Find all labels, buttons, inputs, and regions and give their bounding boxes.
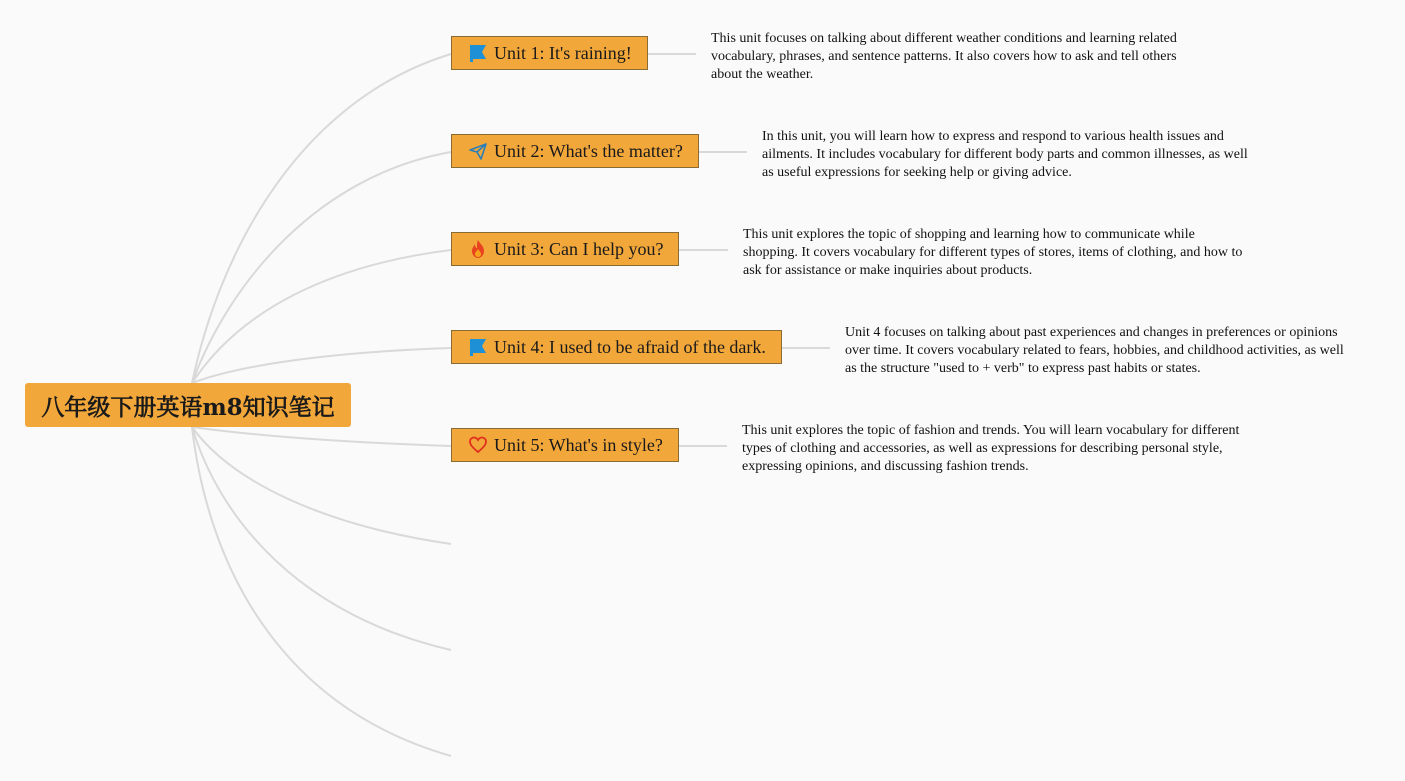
heart-icon: [468, 435, 488, 455]
branch-unit-5: [192, 427, 451, 446]
note-unit-4: Unit 4 focuses on talking about past experiences and changes in preferences or opinions over time. It covers vocabulary related to fears, hobbies, and childhood activities, as well as the structure "used to + verb" to express past habits or states.: [845, 325, 1344, 376]
note-unit-3: This unit explores the topic of shopping and learning how to communicate while shopping. It covers vocabulary for different types of stores, items of clothing, and how to ask for assistance or make inquiries about products.: [743, 227, 1243, 278]
note-unit-5: This unit explores the topic of fashion and trends. You will learn vocabulary for different types of clothing and accessories, as well as expressions for describing personal style, expressing opinions, and discussing fashion trends.: [742, 423, 1240, 474]
branch-empty-2: [192, 427, 451, 650]
root-topic[interactable]: 八年级下册英语m8知识笔记: [25, 383, 351, 427]
blue-flag-icon: [468, 337, 488, 357]
fire-icon: [468, 239, 488, 259]
topic-unit-2[interactable]: [451, 134, 699, 168]
branch-empty-3: [192, 427, 451, 756]
blue-flag-icon: [468, 43, 488, 63]
topic-label: Unit 2: What's the matter?: [494, 140, 683, 161]
topic-unit-3[interactable]: [451, 232, 679, 266]
branch-unit-3: [192, 250, 451, 383]
topic-unit-4[interactable]: [451, 330, 782, 364]
note-unit-2: In this unit, you will learn how to express and respond to various health issues and ailments. It includes vocabulary for different body parts and common illnesses, as well as useful expressions for seeking help or giving advice.: [762, 129, 1248, 180]
branch-unit-1: [192, 54, 451, 383]
topic-unit-1[interactable]: [451, 36, 648, 70]
topic-label: Unit 1: It's raining!: [494, 42, 632, 63]
topic-label: Unit 5: What's in style?: [494, 434, 663, 455]
topic-label: Unit 3: Can I help you?: [494, 238, 664, 259]
topic-label: Unit 4: I used to be afraid of the dark.: [494, 336, 766, 357]
topic-unit-5[interactable]: [451, 428, 679, 462]
branch-unit-4: [192, 348, 451, 383]
note-unit-1: This unit focuses on talking about different weather conditions and learning related vocabulary, phrases, and sentence patterns. It also covers how to ask and tell others about the weather.: [711, 31, 1177, 82]
branch-unit-2: [192, 152, 451, 383]
paper-plane-icon: [468, 141, 488, 161]
